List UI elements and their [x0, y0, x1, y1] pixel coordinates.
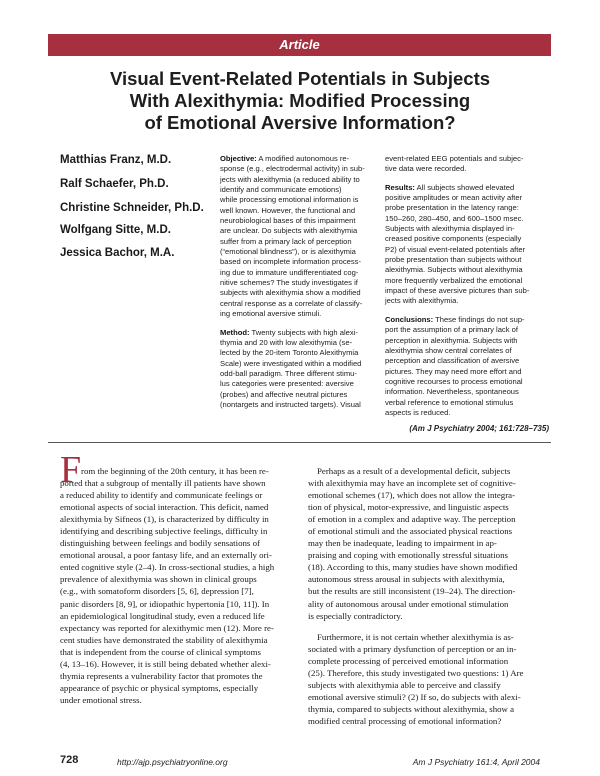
journal-citation: (Am J Psychiatry 2004; 161:728–735)	[409, 424, 549, 433]
body-line: but the results are still inconsistent (19–24). The direction-	[308, 586, 516, 597]
abstract-line: more frequently verbalized the emotional	[385, 275, 523, 285]
body-line: rom the beginning of the 20th century, it has been re-	[81, 466, 269, 476]
abstract-line: verbal reference to emotional stimulus	[385, 397, 514, 407]
abstract-line: pictures. They may need more effort and	[385, 366, 522, 376]
body-line: ented cognitive style (2–4). In cross-sectional studies, a high	[60, 562, 275, 573]
article-title	[80, 68, 520, 134]
title-line: Visual Event-Related Potentials in Subjects	[109, 68, 491, 89]
body-line: prevalence of alexithymia was shown in clinical groups	[60, 574, 257, 585]
body-line: tion of physical, motor-expressive, and linguistic aspects	[308, 502, 509, 513]
abstract-line: neurobiological bases of this impairment	[220, 216, 356, 226]
abstract-line: port the assumption of a primary lack of	[385, 325, 518, 335]
abstract-line: jects with alexithymia.	[385, 296, 459, 306]
body-line: sociated with a primary dysfunction of perception or an in-	[308, 643, 517, 654]
abstract-line: probe presentation than subjects without	[385, 255, 522, 265]
abstract-line: are unclear. Do subjects with alexithymia	[220, 226, 358, 236]
abstract-line: P2) of visual event-related potentials after	[385, 244, 526, 254]
results-label: Results:	[385, 182, 415, 192]
body-line: complete processing of perceived emotional information	[308, 655, 509, 666]
method-text: Twenty subjects with high alexi-	[249, 327, 358, 337]
body-line: Furthermore, it is not certain whether alexithymia is as-	[317, 631, 514, 642]
body-line: ality of autonomous arousal under emotional stimulation	[308, 598, 509, 609]
author-name: Matthias Franz, M.D.	[60, 154, 172, 166]
body-line: cent studies have demonstrated the stability of alexithymia	[60, 634, 268, 645]
abstract-column-2	[385, 154, 550, 418]
abstract-line: ing emotional aversive stimuli.	[220, 309, 322, 319]
body-line: emotional aversive stimuli? (2) If so, do subjects with alexi-	[308, 691, 521, 702]
abstract-line: based on incomplete information process-	[220, 257, 361, 267]
abstract-line: positive amplitudes or mean activity after	[385, 193, 523, 203]
page-number: 728	[60, 754, 79, 766]
author-name: Jessica Bachor, M.A.	[60, 247, 175, 259]
journal-issue: Am J Psychiatry 161:4, April 2004	[412, 757, 540, 767]
abstract-results-first-line	[385, 183, 550, 193]
title-line: With Alexithymia: Modified Processing	[129, 90, 471, 111]
section-divider	[48, 442, 551, 443]
abstract-line: creased positive components (especially	[385, 234, 522, 244]
abstract-line: 150–260, 280–450, and 600–1500 msec.	[385, 213, 524, 223]
body-line: of emotional stimuli and the associated physical reactions	[308, 526, 513, 537]
article-section-banner: Article	[48, 34, 551, 56]
body-line: (25). Therefore, this study investigated two questions: 1) Are	[308, 667, 524, 678]
body-line: emotional aspects of social interaction. This deficit, named	[60, 502, 269, 513]
body-line: expectancy was reported for alexithymic men (12). More re-	[60, 622, 274, 633]
abstract-line: cognitive recourses to process emotional	[385, 376, 523, 386]
abstract-line: nitive schemes? The study investigates if	[220, 278, 358, 288]
drop-cap: F	[60, 449, 82, 491]
objective-label: Objective:	[220, 154, 257, 163]
body-column-right	[308, 465, 553, 727]
abstract-line: aspects is reduced.	[385, 407, 451, 417]
body-line: emotional arousal, a poor fantasy life, and an externally ori-	[60, 550, 272, 561]
abstract-line: impact of these aversive pictures than sub-	[385, 286, 530, 296]
abstract-line: event-related EEG potentials and subjec-	[385, 154, 524, 163]
body-line: Perhaps as a result of a developmental deficit, subjects	[317, 466, 511, 476]
title-line: of Emotional Aversive Information?	[144, 112, 456, 133]
abstract-line: subjects with alexithymia show a modified	[220, 288, 361, 298]
abstract-method-first-line	[220, 328, 380, 338]
body-line: of emotion in a complex and adaptive way. The perception	[308, 514, 516, 525]
abstract-line: Scale) were investigated within a modified	[220, 358, 362, 368]
author-name: Wolfgang Sitte, M.D.	[60, 224, 171, 236]
body-line: autonomous stress arousal in subjects with alexithymia,	[308, 574, 505, 585]
results-text: All subjects showed elevated	[414, 182, 515, 192]
abstract-line: sponse (e.g., electrodermal activity) in sub-	[220, 164, 365, 174]
body-line: identifying and describing subjective feelings, difficulty in	[60, 526, 268, 537]
abstract-line: probe presentation in the latency range:	[385, 203, 519, 213]
abstract-line: alexithymia show central correlates of	[385, 345, 512, 355]
body-column-left	[60, 465, 305, 706]
abstract-line: suffer from a primary lack of perception	[220, 236, 352, 246]
body-line: modified central processing of emotional information?	[308, 715, 502, 726]
body-line: is especially contradictory.	[308, 610, 403, 621]
objective-text: A modified autonomous re-	[256, 154, 350, 163]
abstract-line: information. Nevertheless, spontaneous	[385, 387, 519, 397]
abstract-line: Subjects with alexithymia displayed in-	[385, 224, 515, 234]
body-line: appearance of psychic or physical symptoms, especially	[60, 682, 259, 693]
abstract-line: while processing emotional information is	[220, 195, 359, 205]
body-line: with alexithymia may have an incomplete set of cognitive-	[308, 478, 516, 489]
method-label: Method:	[220, 327, 250, 337]
abstract-line: thymia and 20 with low alexithymia (se-	[220, 337, 353, 347]
abstract-line: lus categories were presented: aversive	[220, 379, 354, 389]
abstract-conclusions-first-line	[385, 315, 550, 325]
journal-url-link[interactable]: http://ajp.psychiatryonline.org	[117, 757, 228, 767]
body-line: ported that a subgroup of mentally ill patients have shown	[60, 478, 266, 489]
conclusions-label: Conclusions:	[385, 314, 434, 324]
author-name: Ralf Schaefer, Ph.D.	[60, 178, 169, 190]
abstract-line: central response as a correlate of classify-	[220, 298, 363, 308]
body-line: (4, 13–16). However, it is still being debated whether alexi-	[60, 658, 271, 669]
body-line: thymia represents a vulnerability factor that promotes the	[60, 670, 263, 681]
abstract-line: identify and communicate emotions)	[220, 185, 342, 195]
author-name: Christine Schneider, Ph.D.	[60, 202, 204, 214]
abstract-line: jects with alexithymia (a reduced ability to	[220, 174, 360, 184]
body-line: (e.g., with somatoform disorders [5, 6], depression [7],	[60, 586, 254, 597]
abstract-line: alexithymia. Subjects without alexithymia	[385, 265, 523, 275]
body-line: emotional schemes (17), which does not allow the integra-	[308, 490, 516, 501]
body-line: thymia, compared to subjects without alexithymia, show a	[308, 703, 515, 714]
abstract-line: (“emotional blindness”), or is alexithymia	[220, 247, 356, 257]
conclusions-text: These findings do not sup-	[433, 314, 525, 324]
abstract-line: (probes) and affective neutral pictures	[220, 389, 348, 399]
body-line: under emotional stress.	[60, 694, 142, 705]
abstract-line: lected by the 20-item Toronto Alexithymia	[220, 348, 359, 358]
body-line: may then be inadequate, leading to impairment in ap-	[308, 538, 497, 549]
body-line: praising and coping with emotionally stressful situations	[308, 550, 508, 561]
abstract-line: odd-ball paradigm. Three different stimu-	[220, 368, 357, 378]
body-line: panic disorders [8, 9], or idiopathic hypertonia [10, 11]). In	[60, 598, 270, 609]
body-line: distinguishing between feelings and bodily sensations of	[60, 538, 260, 549]
abstract-line: perception and classification of aversive	[385, 356, 520, 366]
abstract-line: tive data were recorded.	[385, 164, 467, 174]
abstract-line: (nontargets and instructed targets). Visual	[220, 399, 361, 409]
body-line: that is independent from the course of clinical symptoms	[60, 646, 261, 657]
body-line: a reduced ability to identify and communicate feelings or	[60, 490, 263, 501]
body-line: (18). According to this, many studies have shown modified	[308, 562, 518, 573]
body-line: alexithymia by Sifneos (1), is characterized by difficulty in	[60, 514, 269, 525]
abstract-line: perception in alexithymia. Subjects with	[385, 335, 518, 345]
abstract-objective-first-line	[220, 154, 380, 164]
abstract-line: ing due to immature undifferentiated cog-	[220, 267, 359, 277]
abstract-column-1	[220, 154, 380, 410]
abstract-line: well known. However, the functional and	[220, 205, 356, 215]
body-line: subjects with alexithymia able to perceive and classify	[308, 679, 501, 690]
body-line: an epidemiological longitudinal study, even a reduced life	[60, 610, 265, 621]
